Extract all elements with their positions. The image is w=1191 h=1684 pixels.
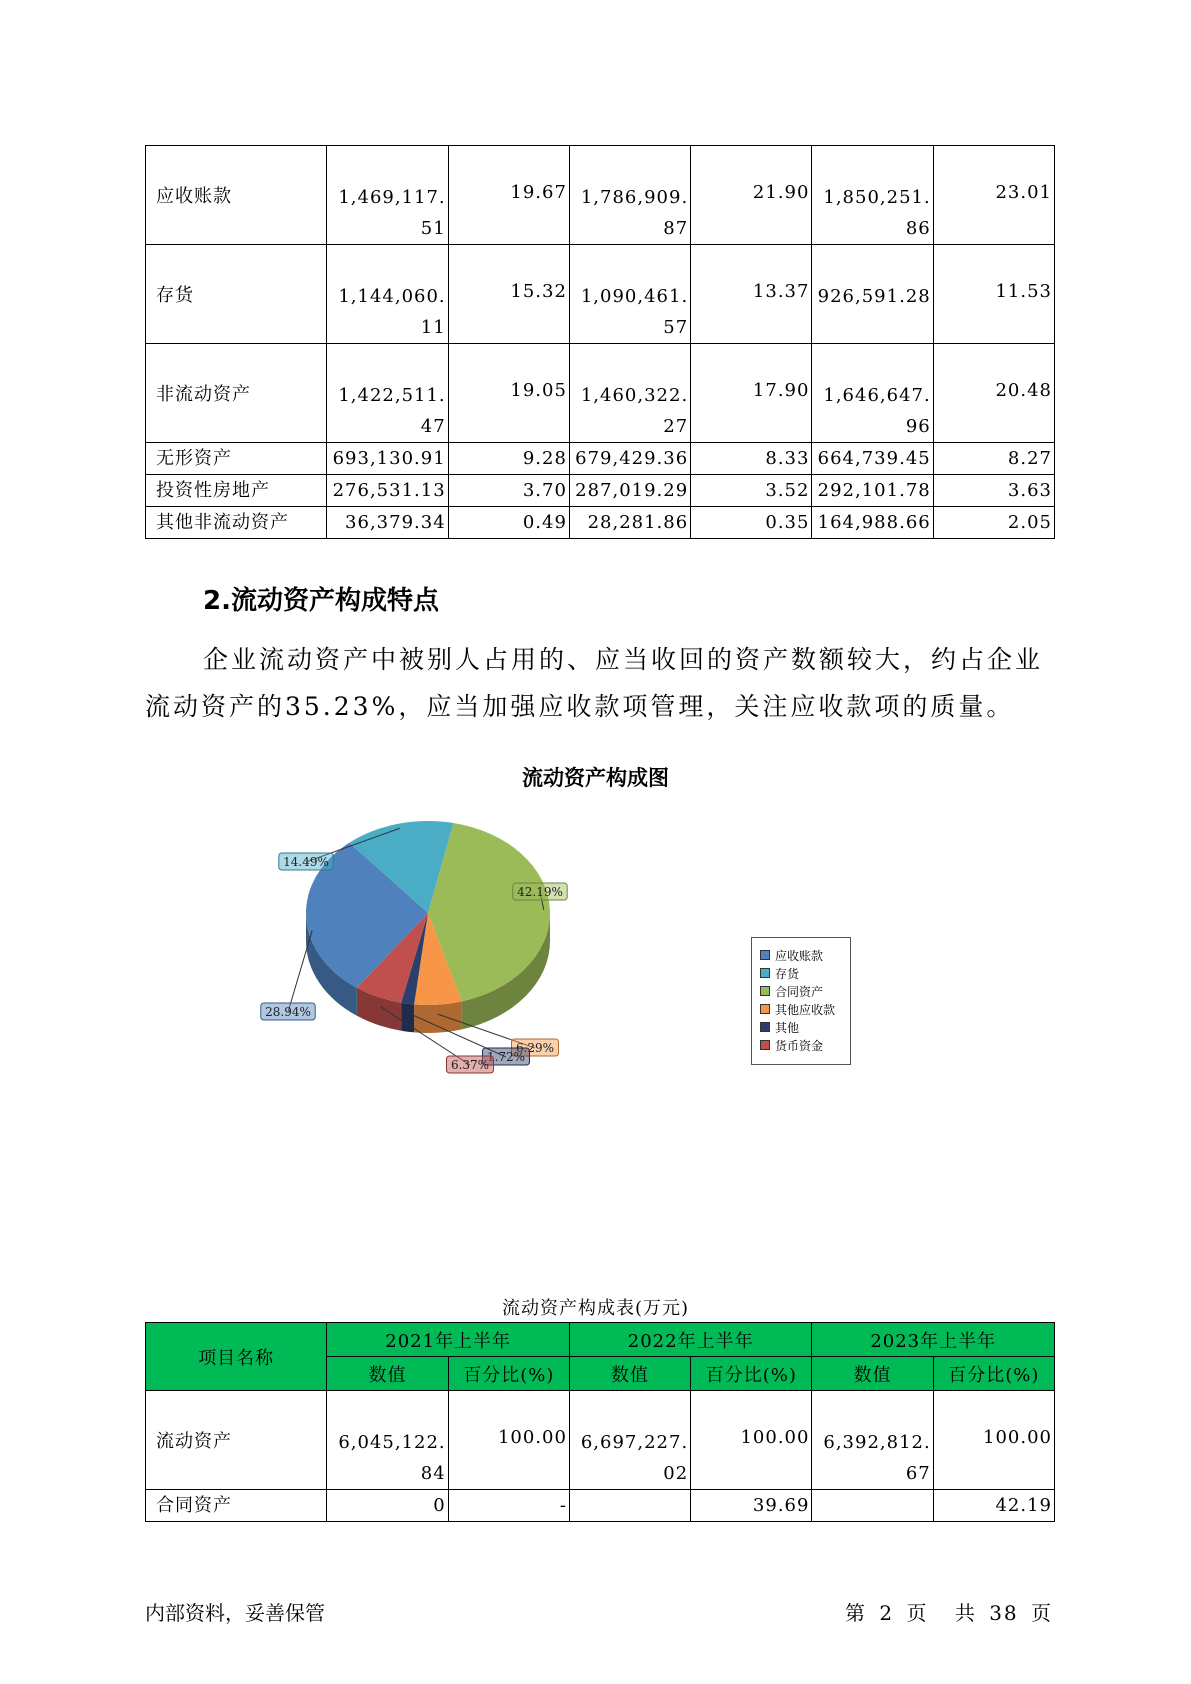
- value-2022: 6,697,227.02: [569, 1391, 690, 1490]
- legend-label: 其他: [775, 1020, 800, 1035]
- footer-confidential: 内部资料，妥善保管: [145, 1601, 325, 1625]
- value-2021: 693,130.91: [327, 443, 448, 475]
- value-2022: 28,281.86: [569, 507, 690, 539]
- pie-label: 42.19%: [517, 885, 563, 899]
- total-pages: 38: [989, 1601, 1019, 1625]
- page-suffix: 页: [906, 1601, 929, 1625]
- header-value: 数值: [812, 1357, 933, 1391]
- value-2023: 926,591.28: [812, 245, 933, 344]
- legend-label: 其他应收款: [775, 1002, 836, 1017]
- legend-item: [760, 1001, 835, 1017]
- header-period: 2022年上半年: [569, 1323, 812, 1357]
- pie-label: 6.37%: [450, 1058, 490, 1072]
- table-caption: 流动资产构成表(万元): [501, 1298, 690, 1319]
- header-row: [146, 1323, 1055, 1357]
- header-pct: 百分比(%): [933, 1357, 1054, 1391]
- table-row: [146, 1391, 1055, 1490]
- row-name: 无形资产: [146, 443, 327, 475]
- pct-2022: 39.69: [691, 1490, 812, 1522]
- chart-title: 流动资产构成图: [522, 766, 669, 790]
- current-assets-table: [145, 1322, 1055, 1522]
- pct-2022: 13.37: [691, 245, 812, 344]
- pct-2021: 19.67: [448, 146, 569, 245]
- legend-item: [760, 1037, 823, 1053]
- legend-label: 应收账款: [775, 948, 824, 963]
- value-2023: 164,988.66: [812, 507, 933, 539]
- legend-label: 合同资产: [775, 984, 824, 999]
- legend-item: [760, 983, 823, 999]
- legend-label: 货币资金: [775, 1038, 824, 1053]
- value-2021: 1,469,117.51: [327, 146, 448, 245]
- row-name: 流动资产: [146, 1391, 327, 1490]
- legend-swatch: [760, 1022, 770, 1032]
- pct-2021: 19.05: [448, 344, 569, 443]
- pct-2022: 100.00: [691, 1391, 812, 1490]
- pie-label: 14.49%: [283, 855, 329, 869]
- footer-page-info: [841, 1597, 1053, 1626]
- value-2022: 287,019.29: [569, 475, 690, 507]
- header-value: 数值: [327, 1357, 448, 1391]
- pct-2022: 0.35: [691, 507, 812, 539]
- header-period: 2023年上半年: [812, 1323, 1055, 1357]
- pct-2023: 3.63: [933, 475, 1054, 507]
- value-2022: 1,460,322.27: [569, 344, 690, 443]
- section-paragraph: 企业流动资产中被别人占用的、应当收回的资产数额较大，约占企业流动资产的35.23%，应当加强应收款项管理，关注应收款项的质量。: [145, 645, 1044, 721]
- pct-2021: 9.28: [448, 443, 569, 475]
- row-name: 存货: [146, 245, 327, 344]
- pct-2023: 20.48: [933, 344, 1054, 443]
- total-prefix: 共: [954, 1601, 977, 1625]
- legend-item: [760, 965, 799, 981]
- value-2021: 276,531.13: [327, 475, 448, 507]
- value-2021: 1,144,060.11: [327, 245, 448, 344]
- header-item-name: 项目名称: [146, 1323, 327, 1391]
- pct-2021: 15.32: [448, 245, 569, 344]
- pct-2023: 42.19: [933, 1490, 1054, 1522]
- legend-swatch: [760, 1004, 770, 1014]
- legend-swatch: [760, 968, 770, 978]
- value-2023: [812, 1490, 933, 1522]
- value-2022: 1,090,461.57: [569, 245, 690, 344]
- value-2023: 664,739.45: [812, 443, 933, 475]
- value-2021: 1,422,511.47: [327, 344, 448, 443]
- row-name: 其他非流动资产: [146, 507, 327, 539]
- legend-swatch: [760, 986, 770, 996]
- pie-label: 6.29%: [515, 1041, 555, 1055]
- table-row: [146, 1490, 1055, 1522]
- value-2023: 1,646,647.96: [812, 344, 933, 443]
- pie-side-其他: [401, 1003, 414, 1033]
- pie-label: 28.94%: [265, 1005, 311, 1019]
- legend-item: [760, 1019, 799, 1035]
- legend-swatch: [760, 950, 770, 960]
- pct-2021: 0.49: [448, 507, 569, 539]
- pie-leader-line: [288, 930, 312, 1012]
- value-2022: 679,429.36: [569, 443, 690, 475]
- page-prefix: 第: [845, 1601, 868, 1625]
- section-heading: 2.流动资产构成特点: [203, 586, 439, 616]
- value-2023: 1,850,251.86: [812, 146, 933, 245]
- value-2022: 1,786,909.87: [569, 146, 690, 245]
- pct-2023: 100.00: [933, 1391, 1054, 1490]
- value-2023: 292,101.78: [812, 475, 933, 507]
- page-number: 2: [879, 1601, 895, 1625]
- row-name: 合同资产: [146, 1490, 327, 1522]
- pct-2022: 17.90: [691, 344, 812, 443]
- pct-2022: 21.90: [691, 146, 812, 245]
- pct-2021: 100.00: [448, 1391, 569, 1490]
- total-suffix: 页: [1031, 1601, 1053, 1625]
- value-2021: 6,045,122.84: [327, 1391, 448, 1490]
- legend-item: [760, 947, 823, 963]
- value-2021: 36,379.34: [327, 507, 448, 539]
- header-value: 数值: [569, 1357, 690, 1391]
- value-2021: 0: [327, 1490, 448, 1522]
- legend-label: 存货: [775, 966, 800, 981]
- pct-2022: 8.33: [691, 443, 812, 475]
- pct-2022: 3.52: [691, 475, 812, 507]
- pct-2023: 8.27: [933, 443, 1054, 475]
- header-pct: 百分比(%): [448, 1357, 569, 1391]
- pct-2023: 23.01: [933, 146, 1054, 245]
- header-period: 2021年上半年: [327, 1323, 570, 1357]
- pie-side-其他应收款: [414, 1001, 462, 1033]
- chart-legend: [751, 937, 851, 1065]
- header-pct: 百分比(%): [691, 1357, 812, 1391]
- value-2022: [569, 1490, 690, 1522]
- pct-2021: -: [448, 1490, 569, 1522]
- row-name: 非流动资产: [146, 344, 327, 443]
- pct-2021: 3.70: [448, 475, 569, 507]
- row-name: 应收账款: [146, 146, 327, 245]
- pie-label: 1.72%: [486, 1050, 526, 1064]
- legend-swatch: [760, 1040, 770, 1050]
- value-2023: 6,392,812.67: [812, 1391, 933, 1490]
- pct-2023: 2.05: [933, 507, 1054, 539]
- pct-2023: 11.53: [933, 245, 1054, 344]
- row-name: 投资性房地产: [146, 475, 327, 507]
